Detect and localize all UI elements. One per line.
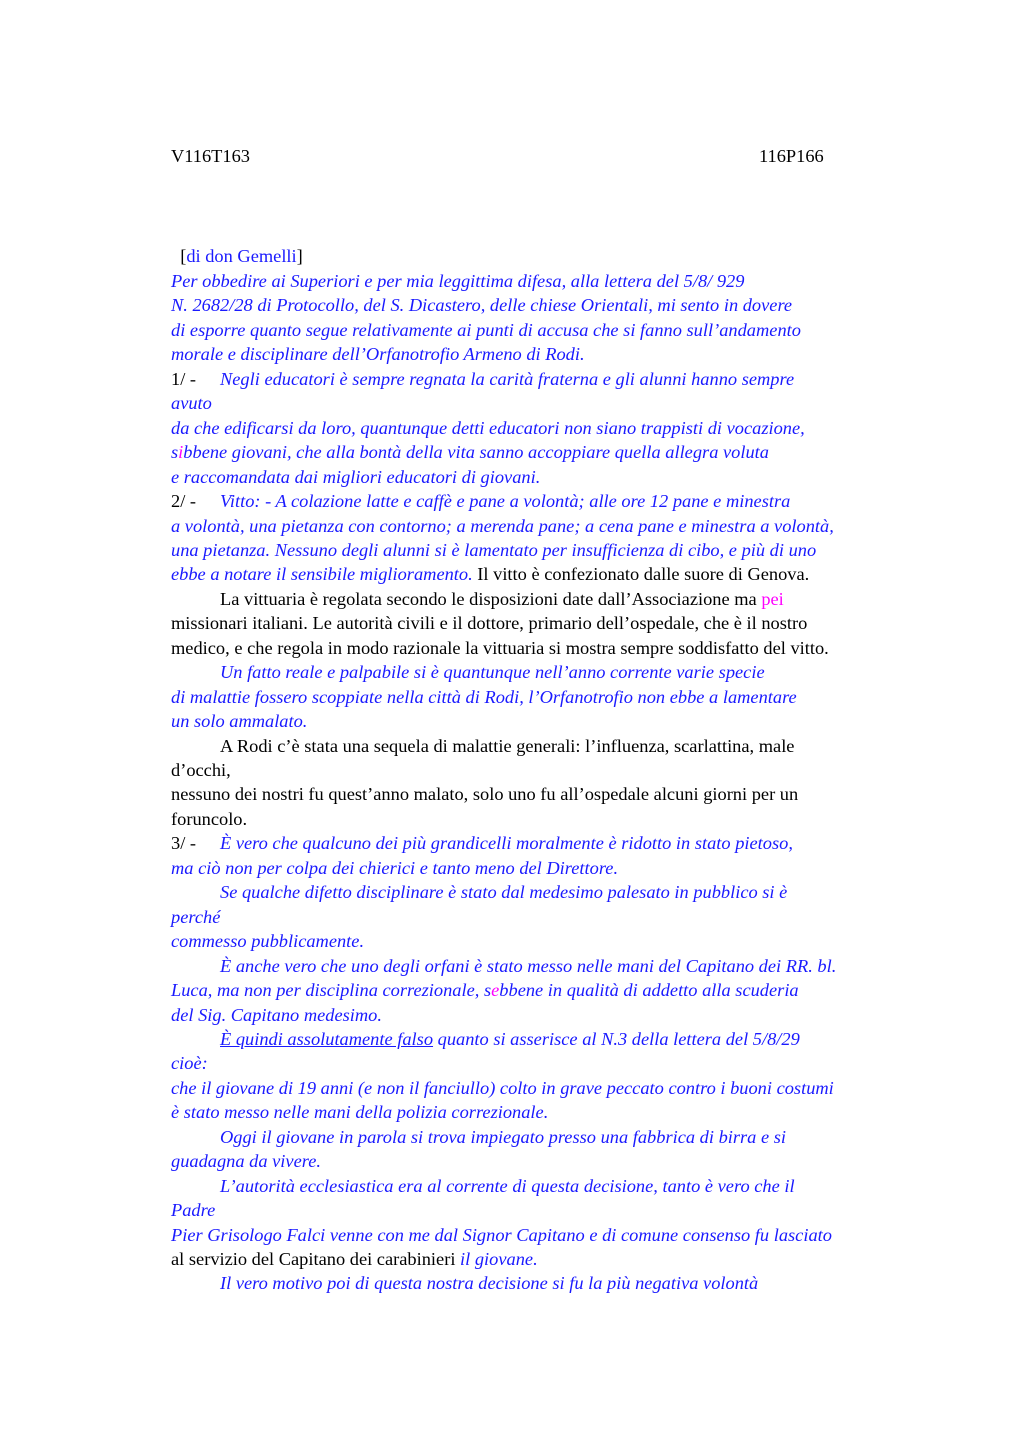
- text-segment: Padre: [171, 1200, 216, 1220]
- text-segment: Luca, ma non per disciplina correzionale, s: [171, 980, 492, 1000]
- document-code-right: 116P166: [759, 146, 824, 166]
- text-line: [171, 538, 816, 562]
- text-line: [171, 562, 809, 586]
- text-segment: e raccomandata dai migliori educatori di giovani.: [171, 467, 541, 487]
- section-number: 3/ -: [171, 833, 197, 853]
- text-segment: Oggi il giovane in parola si trova impiegato presso una fabbrica di birra e si: [220, 1127, 787, 1147]
- text-line: [220, 1125, 786, 1149]
- text-line: [171, 293, 792, 317]
- text-segment: medico, e che regola in modo razionale la vittuaria si mostra sempre soddisfatto del vitto.: [171, 638, 829, 658]
- text-line: [171, 1149, 321, 1173]
- text-segment: e: [491, 980, 500, 1000]
- text-line: [220, 1271, 758, 1295]
- text-segment: perché: [171, 907, 221, 927]
- text-segment: che il giovane di 19 anni (e non il fanciullo) colto in grave peccato contro i buoni costumi: [171, 1078, 834, 1098]
- text-segment: i: [178, 442, 184, 462]
- text-line: [171, 758, 231, 782]
- text-line: [171, 905, 220, 929]
- text-segment: bbene in qualità di addetto alla scuderia: [499, 980, 799, 1000]
- text-segment: Un fatto reale e palpabile si è quantunque nell’anno corrente varie specie: [220, 662, 765, 682]
- text-line: [220, 734, 794, 758]
- text-line: [171, 1076, 834, 1100]
- text-segment: a volontà, una pietanza con contorno; a merenda pane; a cena pane e minestra a volontà,: [171, 516, 834, 536]
- text-segment: una pietanza. Nessuno degli alunni si è lamentato per insufficienza di cibo, e più di uno: [171, 540, 817, 560]
- text-segment: morale e disciplinare dell’Orfanotrofio Armeno di Rodi.: [171, 344, 585, 364]
- text-segment: È quindi assolutamente falso: [220, 1029, 434, 1049]
- text-segment: Pier Grisologo Falci venne con me dal Signor Capitano e di comune consenso fu lasciato: [171, 1225, 832, 1245]
- text-segment: È anche vero che uno degli orfani è stato messo nelle mani del Capitano dei RR. bl.: [220, 956, 837, 976]
- text-segment: del Sig. Capitano medesimo.: [171, 1005, 382, 1025]
- text-line: [171, 1223, 832, 1247]
- text-segment: è stato messo nelle mani della polizia correzionale.: [171, 1102, 549, 1122]
- text-segment: avuto: [171, 393, 212, 413]
- text-segment: È vero che qualcuno dei più grandicelli moralmente è ridotto in stato pietoso,: [220, 833, 793, 853]
- text-segment: Il vero motivo poi di questa nostra decisione si fu la più negativa volontà: [220, 1273, 759, 1293]
- text-line: [171, 929, 364, 953]
- text-line: [171, 1003, 382, 1027]
- text-line: [220, 1174, 795, 1198]
- text-line: [171, 611, 807, 635]
- text-line: [220, 587, 784, 611]
- text-line: [171, 782, 798, 806]
- text-line: [171, 342, 585, 366]
- text-segment: La vittuaria è regolata secondo le disposizioni date dall’Associazione ma: [220, 589, 762, 609]
- text-segment: L’autorità ecclesiastica era al corrente di questa decisione, tanto è vero che il: [220, 1176, 795, 1196]
- text-segment: Vitto: - A colazione latte e caffè e pane a volontà; alle ore 12 pane e minestra: [220, 491, 791, 511]
- text-line: [220, 660, 765, 684]
- attribution-open-bracket: [: [180, 246, 187, 266]
- text-line: [171, 440, 769, 464]
- text-segment: A Rodi c’è stata una sequela di malattie generali: l’influenza, scarlattina, male: [220, 736, 795, 756]
- text-line: [171, 685, 797, 709]
- text-segment: il giovane.: [460, 1249, 538, 1269]
- text-line: [171, 391, 212, 415]
- text-segment: Per obbedire ai Superiori e per mia leggittima difesa, alla lettera del 5/8/ 929: [171, 271, 745, 291]
- text-segment: missionari italiani. Le autorità civili e il dottore, primario dell’ospedale, che è il nostro: [171, 613, 808, 633]
- text-line: [171, 636, 829, 660]
- text-segment: di esporre quanto segue relativamente ai punti di accusa che si fanno sull’andamento: [171, 320, 801, 340]
- text-line: [171, 465, 540, 489]
- text-line: [220, 1027, 800, 1051]
- text-segment: s: [171, 442, 179, 462]
- text-segment: da che edificarsi da loro, quantunque detti educatori non siano trappisti di vocazione,: [171, 418, 805, 438]
- text-line: [220, 367, 794, 391]
- text-segment: un solo ammalato.: [171, 711, 308, 731]
- text-segment: bbene giovani, che alla bontà della vita sanno accoppiare quella allegra voluta: [183, 442, 769, 462]
- text-segment: nessuno dei nostri fu quest’anno malato, solo uno fu all’ospedale alcuni giorni per un: [171, 784, 799, 804]
- text-line: [220, 489, 790, 513]
- text-line: [171, 1051, 208, 1075]
- text-line: [171, 1247, 538, 1271]
- text-segment: N. 2682/28 di Protocollo, del S. Dicastero, delle chiese Orientali, mi sento in dovere: [171, 295, 793, 315]
- text-segment: di malattie fossero scoppiate nella città di Rodi, l’Orfanotrofio non ebbe a lamentare: [171, 687, 797, 707]
- text-line: [171, 1198, 215, 1222]
- text-segment: quanto si asserisce al N.3 della lettera del 5/8/29: [433, 1029, 800, 1049]
- text-segment: Il vitto è confezionato dalle suore di Genova.: [472, 564, 810, 584]
- text-segment: Negli educatori è sempre regnata la carità fraterna e gli alunni hanno sempre: [220, 369, 795, 389]
- text-line: [171, 1100, 548, 1124]
- text-line: [171, 856, 618, 880]
- text-segment: cioè:: [171, 1053, 208, 1073]
- text-line: [171, 318, 801, 342]
- text-line: [171, 514, 834, 538]
- text-segment: foruncolo.: [171, 809, 248, 829]
- text-line: [171, 978, 799, 1002]
- section-number: 2/ -: [171, 491, 197, 511]
- text-segment: ebbe a notare il sensibile miglioramento.: [171, 564, 473, 584]
- text-line: [171, 807, 247, 831]
- document-code-left: V116T163: [171, 146, 251, 166]
- section-number: 1/ -: [171, 369, 197, 389]
- attribution-note: [171, 220, 303, 268]
- text-segment: pei: [761, 589, 784, 609]
- text-line: [171, 269, 744, 293]
- text-segment: Se qualche difetto disciplinare è stato dal medesimo palesato in pubblico si è: [220, 882, 788, 902]
- text-segment: guadagna da vivere.: [171, 1151, 321, 1171]
- text-segment: al servizio del Capitano dei carabinieri: [171, 1249, 461, 1269]
- text-segment: commesso pubblicamente.: [171, 931, 365, 951]
- text-line: [171, 709, 307, 733]
- text-segment: ma ciò non per colpa dei chierici e tanto meno del Direttore.: [171, 858, 619, 878]
- text-line: [220, 831, 793, 855]
- text-line: [220, 880, 787, 904]
- attribution-close-bracket: ]: [296, 246, 303, 266]
- text-line: [171, 416, 805, 440]
- text-line: [220, 954, 836, 978]
- attribution-text: di don Gemelli: [186, 246, 297, 266]
- text-segment: d’occhi,: [171, 760, 231, 780]
